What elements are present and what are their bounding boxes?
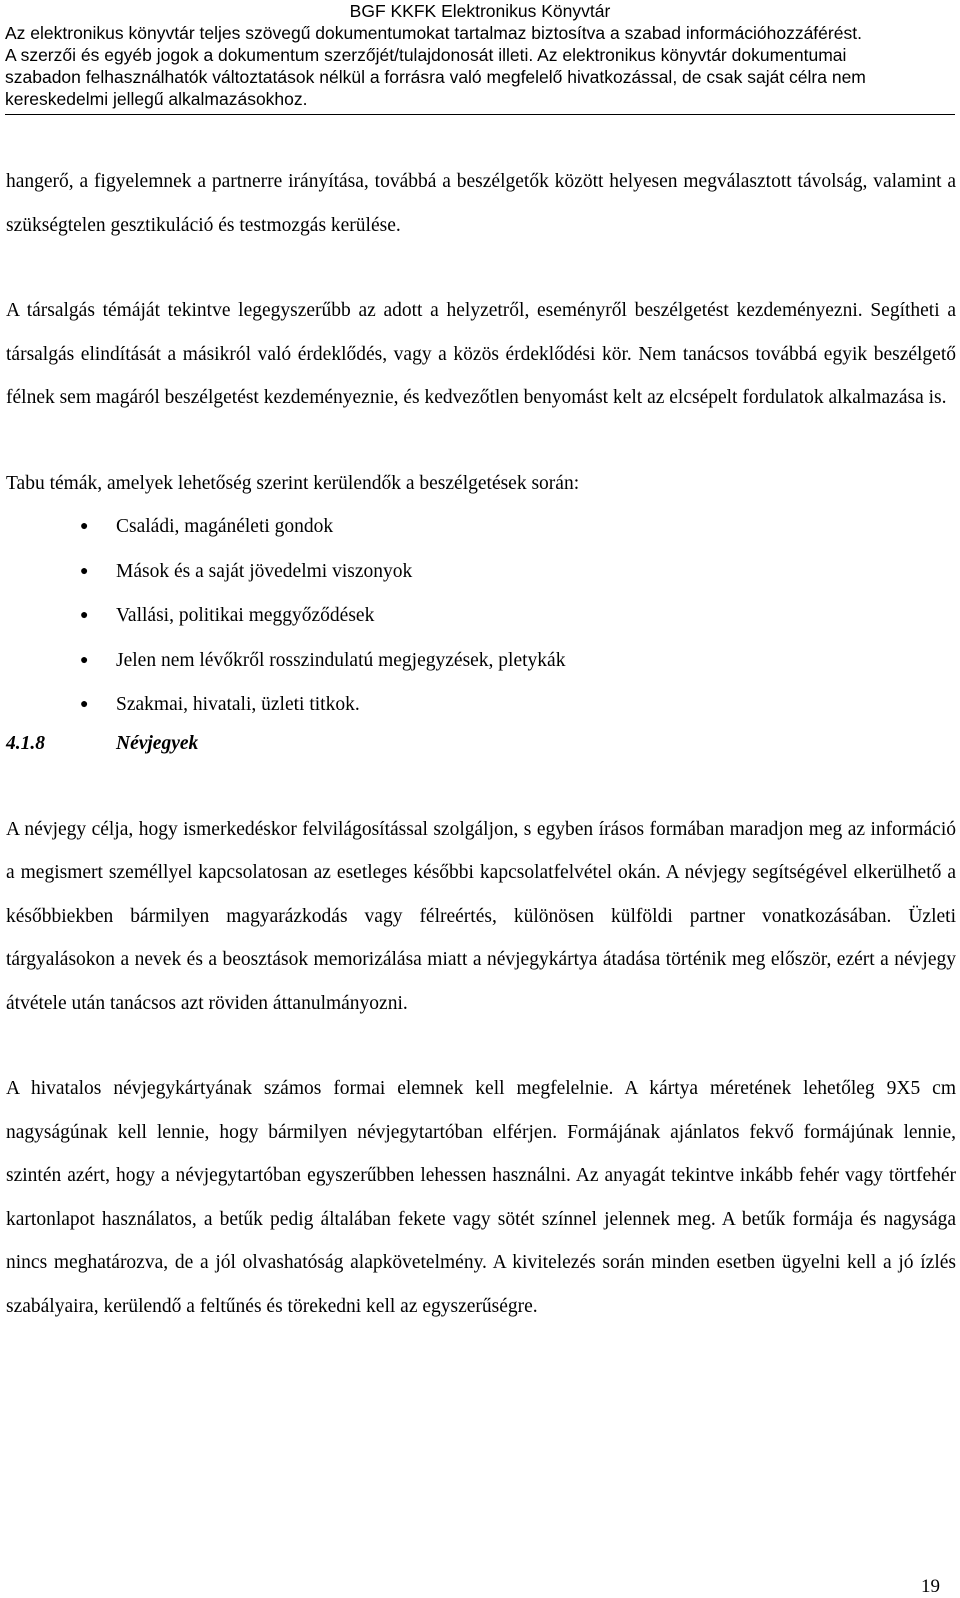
document-body [6, 160, 956, 1328]
list-item [6, 550, 956, 595]
paragraph-business-card-format: A hivatalos névjegykártyának számos formai elemnek kell megfelelnie. A kártya méretének lehetőleg 9X5 cm nagyságúnak kell lennie, hogy bármilyen névjegytartóban elférjen. Formájának ajánlatos fekvő formájúnak lennie, szintén azért, hogy a névjegytartóban egyszerűbben lehessen használni. Az anyagát tekintve inkább fehér vagy törtfehér kartonlapot használatos, a betűk pedig általában fekete vagy sötét színnel jelennek meg. A betűk formája és nagysága nincs meghatározva, de a jól olvashatóság alapkövetelmény. A kivitelezés során minden esetben ügyelni kell a jó ízlés szabályaira, kerülendő a feltűnés és törekedni kell az egyszerűségre. [6, 1078, 956, 1317]
list-item [6, 639, 956, 684]
bullet-icon: ● [80, 608, 89, 623]
list-item-text: Családi, magánéleti gondok [116, 516, 334, 537]
taboo-topics-intro: Tabu témák, amelyek lehetőség szerint kerülendők a beszélgetések során: [6, 472, 580, 494]
header-line-3: szabadon felhasználhatók változtatások nélkül a forrásra való megfelelő hivatkozással, de csak saját célra nem [5, 67, 866, 87]
paragraph-conversation-topics: A társalgás témáját tekintve legegyszerűbb az adott a helyzetről, eseményről beszélgetést kezdeményezni. Segítheti a társalgás elindítását a másikról való érdeklődés, vagy a közös érdeklődési kör. Nem tanácsos továbbá egyik beszélgető félnek sem magáról beszélgetést kezdeményeznie, és kedvezőtlen benyomást kelt az elcsépelt fordulatok alkalmazása is. [6, 300, 956, 408]
paragraph-conversation-rules: hangerő, a figyelemnek a partnerre irányítása, továbbá a beszélgetők között helyesen megválasztott távolság, valamint a szükségtelen gesztikuláció és testmozgás kerülése. [6, 171, 956, 236]
list-item [6, 683, 956, 728]
list-item-text: Jelen nem lévőkről rosszindulatú megjegyzések, pletykák [116, 649, 566, 671]
list-item-text: Szakmai, hivatali, üzleti titkok. [116, 694, 360, 715]
list-item-text: Vallási, politikai meggyőződések [116, 605, 375, 626]
bullet-icon: ● [80, 519, 89, 534]
list-item [6, 594, 956, 639]
section-title: Névjegyek [116, 732, 199, 754]
document-header [5, 0, 955, 115]
section-heading [6, 722, 956, 766]
bullet-icon: ● [80, 697, 89, 712]
paragraph-business-card-purpose: A névjegy célja, hogy ismerkedéskor felvilágosítással szolgáljon, s egyben írásos formában maradjon meg az információ a megismert személlyel kapcsolatosan az esetleges későbbi kapcsolatfelvétel okán. A névjegy segítségével elkerülhető a későbbiekben bármilyen magyarázkodás vagy félreértés, különösen külföldi partner vonatkozásában. Üzleti tárgyalásokon a nevek és a beosztások memorizálása miatt a névjegykártya átadása történik meg először, ezért a névjegy átvétele után tanácsos azt röviden áttanulmányozni. [6, 818, 956, 1014]
header-line-1: Az elektronikus könyvtár teljes szövegű dokumentumokat tartalmaz biztosítva a szabad információhozzáférést. [5, 23, 862, 43]
taboo-topics-list [6, 505, 956, 728]
section-number: 4.1.8 [6, 732, 45, 754]
list-item [6, 505, 956, 550]
header-line-2: A szerzői és egyéb jogok a dokumentum szerzőjét/tulajdonosát illeti. Az elektronikus könyvtár dokumentumai [5, 45, 847, 65]
bullet-icon: ● [80, 652, 89, 668]
header-title: BGF KKFK Elektronikus Könyvtár [349, 1, 611, 21]
list-item-text: Mások és a saját jövedelmi viszonyok [116, 560, 413, 582]
bullet-icon: ● [80, 563, 89, 579]
header-line-4: kereskedelmi jellegű alkalmazásokhoz. [5, 89, 308, 109]
page-number: 19 [921, 1576, 940, 1597]
